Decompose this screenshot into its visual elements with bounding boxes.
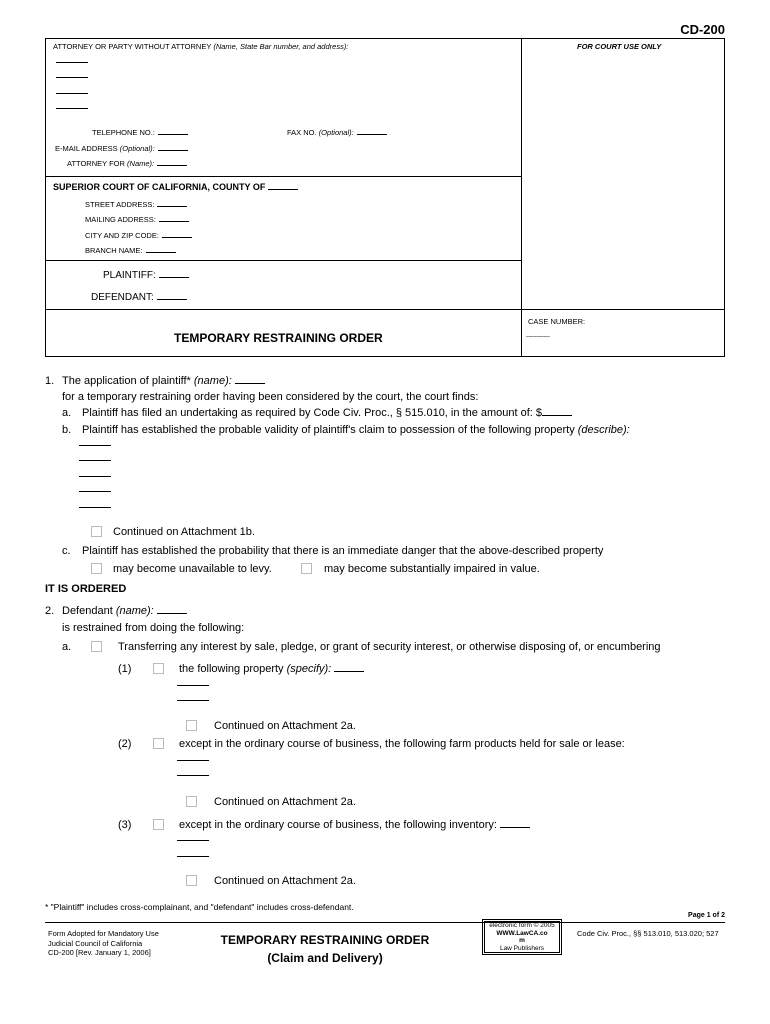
sub2-checkbox[interactable] [153, 738, 164, 749]
sub2-line-1[interactable] [177, 760, 209, 761]
city-zip-field[interactable]: CITY AND ZIP CODE: [85, 231, 192, 240]
impaired-value-label: may become substantially impaired in value. [324, 563, 540, 575]
continued-1b-checkbox[interactable] [91, 526, 102, 537]
impaired-value-checkbox[interactable] [301, 563, 312, 574]
form-adopted: Form Adopted for Mandatory Use [48, 929, 159, 938]
case-number-value[interactable]: _____ [526, 327, 549, 338]
item1-number: 1. [45, 375, 55, 387]
item2-line2: is restrained from doing the following: [62, 622, 245, 634]
attorney-address-line-3[interactable] [56, 108, 88, 109]
property-line-2[interactable] [79, 460, 111, 461]
lawca-stamp: electronic form © 2005 WWW.LawCA.co m Law Publishers [484, 921, 560, 953]
item2a-letter: a. [62, 641, 72, 653]
sub2-continued-checkbox[interactable] [186, 796, 197, 807]
plaintiff-field[interactable]: PLAINTIFF: [103, 270, 189, 281]
document-title: TEMPORARY RESTRAINING ORDER [174, 331, 383, 345]
sub3-continued-label: Continued on Attachment 2a. [214, 875, 356, 887]
sub1-property-field[interactable]: the following property (specify): [179, 663, 364, 675]
item2a-checkbox[interactable] [91, 641, 102, 652]
court-use-only: FOR COURT USE ONLY [577, 42, 662, 51]
code-reference: Code Civ. Proc., §§ 513.010, 513.020; 527 [577, 929, 719, 938]
telephone-field[interactable]: TELEPHONE NO.: [92, 128, 188, 137]
item1-plaintiff-field[interactable]: The application of plaintiff* (name): [62, 375, 265, 387]
court-title[interactable]: SUPERIOR COURT OF CALIFORNIA, COUNTY OF [53, 182, 298, 192]
item1b-letter: b. [62, 424, 72, 436]
attorney-name-line[interactable] [56, 62, 88, 63]
attorney-address-line-2[interactable] [56, 93, 88, 94]
item1a-undertaking-field[interactable]: Plaintiff has filed an undertaking as required by Code Civ. Proc., § 515.010, in the amount of: $ [82, 407, 572, 419]
property-line-3[interactable] [79, 476, 111, 477]
sub1-continued-label: Continued on Attachment 2a. [214, 720, 356, 732]
sub3-checkbox[interactable] [153, 819, 164, 830]
form-number: CD-200 [680, 22, 725, 37]
unavailable-levy-checkbox[interactable] [91, 563, 102, 574]
sub2-line-2[interactable] [177, 775, 209, 776]
property-line-5[interactable] [79, 507, 111, 508]
attorney-for-field[interactable]: ATTORNEY FOR (Name): [67, 159, 187, 168]
sub1-continued-checkbox[interactable] [186, 720, 197, 731]
attorney-address-line-1[interactable] [56, 77, 88, 78]
item1c-letter: c. [62, 545, 71, 557]
sub2-number: (2) [118, 738, 132, 750]
sub3-inventory-field[interactable]: except in the ordinary course of business, the following inventory: [179, 819, 530, 831]
sub3-line-1[interactable] [177, 840, 209, 841]
property-line-4[interactable] [79, 491, 111, 492]
sub1-line-2[interactable] [177, 700, 209, 701]
item1-line2: for a temporary restraining order having been considered by the court, the court finds: [62, 391, 479, 403]
sub2-continued-label: Continued on Attachment 2a. [214, 796, 356, 808]
footer-title: TEMPORARY RESTRAINING ORDER (Claim and Delivery) [220, 933, 430, 965]
attorney-label: ATTORNEY OR PARTY WITHOUT ATTORNEY (Name, State Bar number, and address): [53, 42, 349, 51]
continued-1b-label: Continued on Attachment 1b. [113, 526, 255, 538]
defendant-field[interactable]: DEFENDANT: [91, 292, 187, 303]
sub2-text: except in the ordinary course of business, the following farm products held for sale or lease: [179, 738, 625, 750]
unavailable-levy-label: may become unavailable to levy. [113, 563, 272, 575]
item1b-text: Plaintiff has established the probable validity of plaintiff's claim to possession of the following property (describe): [82, 424, 630, 436]
item2a-text: Transferring any interest by sale, pledge, or grant of security interest, or otherwise disposing of, or encumbering [118, 641, 661, 653]
sub3-continued-checkbox[interactable] [186, 875, 197, 886]
page-number: Page 1 of 2 [688, 912, 725, 919]
sub3-number: (3) [118, 819, 132, 831]
judicial-council: Judicial Council of California [48, 939, 143, 948]
item2-number: 2. [45, 605, 55, 617]
item1c-text: Plaintiff has established the probability that there is an immediate danger that the above-described property [82, 545, 604, 557]
sub1-number: (1) [118, 663, 132, 675]
footnote: * "Plaintiff" includes cross-complainant, and "defendant" includes cross-defendant. [45, 902, 354, 912]
fax-field[interactable]: FAX NO. (Optional): [287, 128, 387, 137]
mailing-address-field[interactable]: MAILING ADDRESS: [85, 215, 189, 224]
branch-name-field[interactable]: BRANCH NAME: [85, 246, 176, 255]
it-is-ordered-heading: IT IS ORDERED [45, 583, 127, 595]
sub1-line-1[interactable] [177, 685, 209, 686]
email-field[interactable]: E-MAIL ADDRESS (Optional): [55, 144, 188, 153]
sub1-checkbox[interactable] [153, 663, 164, 674]
case-number-label: CASE NUMBER: [528, 317, 586, 326]
sub3-line-2[interactable] [177, 856, 209, 857]
property-line-1[interactable] [79, 445, 111, 446]
item2-defendant-field[interactable]: Defendant (name): [62, 605, 187, 617]
item1a-letter: a. [62, 407, 72, 419]
street-address-field[interactable]: STREET ADDRESS: [85, 200, 187, 209]
form-revision: CD-200 [Rev. January 1, 2006] [48, 948, 151, 957]
